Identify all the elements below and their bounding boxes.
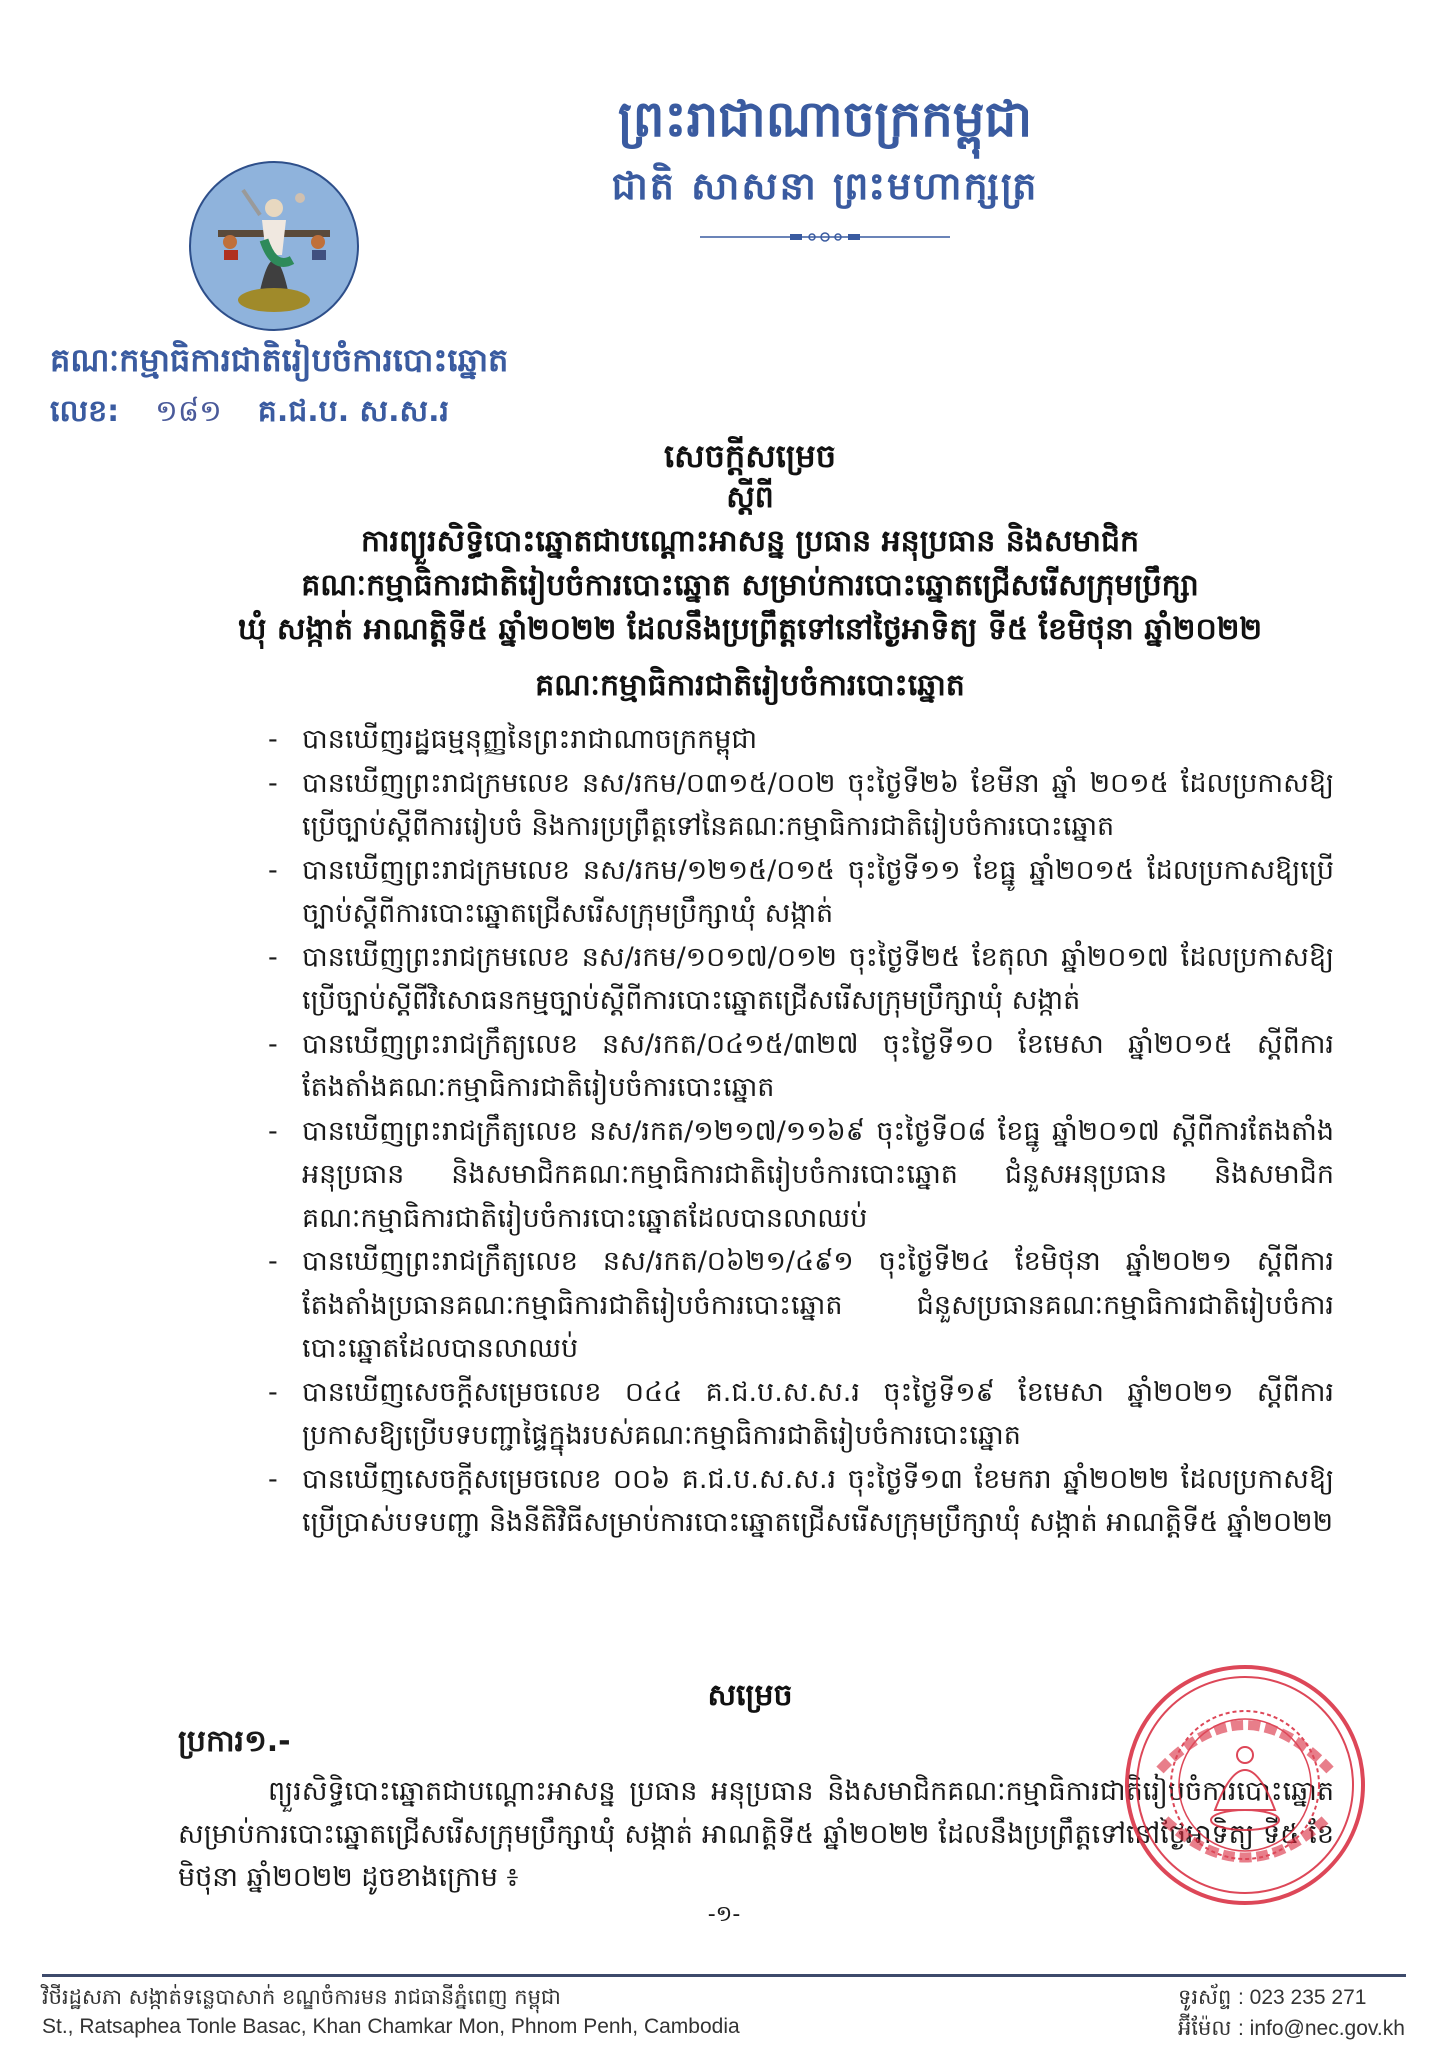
consideration-item: - បានឃើញព្រះរាជក្រឹត្យលេខ នស/រកត/១២១៧/១១៦៩ ចុះថ្ងៃទី០៨ ខែធ្នូ ឆ្នាំ២០១៧ ស្តីពីការតែងតាំងអនុប្រធាន និងសមាជិកគណៈកម្មាធិការជាតិរៀបចំការបោះឆ្នោត ជំនួសអនុប្រធាន និងសមាជិកគណៈកម្មាធិការជាតិរៀបចំការបោះឆ្នោតដែលបានលាឈប់ — [262, 1110, 1334, 1241]
email-line — [1178, 2013, 1405, 2044]
issuer-heading: គណៈកម្មាធិការជាតិរៀបចំការបោះឆ្នោត — [535, 668, 965, 703]
about-label: ស្តីពី — [726, 480, 774, 515]
phone-label: ទូរស័ព្ទ — [1178, 1985, 1232, 2009]
footer-address — [42, 1982, 740, 2042]
national-motto: ជាតិ សាសនា ព្រះមហាក្សត្រ — [611, 164, 1039, 208]
email-label: អ៊ីម៉ែល — [1178, 2016, 1232, 2040]
footer-contact — [1178, 1982, 1405, 2044]
consideration-item: - បានឃើញរដ្ឋធម្មនុញ្ញនៃព្រះរាជាណាចក្រកម្ពុជា — [262, 718, 1334, 762]
consideration-item: - បានឃើញព្រះរាជក្រមលេខ នស/រកម/១០១៧/០១២ ចុះថ្ងៃទី២៥ ខែតុលា ឆ្នាំ២០១៧ ដែលប្រកាសឱ្យប្រើច្បាប់ស្តីពីវិសោធនកម្មច្បាប់ស្តីពីការបោះឆ្នោតជ្រើសរើសក្រុមប្រឹក្សាឃុំ សង្កាត់ — [262, 936, 1334, 1023]
nec-emblem-icon — [188, 160, 360, 332]
consideration-item: - បានឃើញសេចក្តីសម្រេចលេខ ០៤៤ គ.ជ.ប.ស.ស.រ ចុះថ្ងៃទី១៩ ខែមេសា ឆ្នាំ២០២១ ស្តីពីការប្រកាសឱ្យប្រើបទបញ្ជាផ្ទៃក្នុងរបស់គណៈកម្មាធិការជាតិរៀបចំការបោះឆ្នោត — [262, 1371, 1334, 1458]
email-address[interactable]: : info@nec.gov.kh — [1238, 2017, 1405, 2040]
divider-ornament-icon — [700, 232, 950, 242]
phone-line — [1178, 1982, 1405, 2013]
subject-line-3: ឃុំ សង្កាត់ អាណត្តិទី៥ ឆ្នាំ២០២២ ដែលនឹងប្រព្រឹត្តទៅនៅថ្ងៃអាទិត្យ ទី៥ ខែមិថុនា ឆ្នាំ២០២២ — [237, 612, 1263, 647]
page-number: -១- — [707, 1902, 741, 1927]
reference-label: លេខ: — [50, 394, 120, 429]
document-type: សេចក្តីសម្រេច — [663, 437, 837, 475]
phone-number: : 023 235 271 — [1238, 1986, 1367, 2009]
subject-line-2: គណៈកម្មាធិការជាតិរៀបចំការបោះឆ្នោត សម្រាប់ការបោះឆ្នោតជ្រើសរើសក្រុមប្រឹក្សា — [301, 568, 1199, 603]
official-seal-icon — [1120, 1660, 1370, 1910]
reference-number: ១៨១ — [155, 394, 222, 429]
address-khmer: វិថីរដ្ឋសភា សង្កាត់ទន្លេបាសាក់ ខណ្ឌចំការមន រាជធានីភ្នំពេញ កម្ពុជា — [42, 1985, 561, 2009]
reference-code: គ.ជ.ប. ស.ស.រ — [257, 394, 450, 429]
considerations-list — [262, 718, 1334, 1545]
decision-heading: សម្រេច — [707, 1678, 793, 1713]
consideration-item: - បានឃើញព្រះរាជក្រមលេខ នស/រកម/០៣១៥/០០២ ចុះថ្ងៃទី២៦ ខែមីនា ឆ្នាំ ២០១៥ ដែលប្រកាសឱ្យប្រើច្បាប់ស្តីពីការរៀបចំ និងការប្រព្រឹត្តទៅនៃគណៈកម្មាធិការជាតិរៀបចំការបោះឆ្នោត — [262, 762, 1334, 849]
subject-line-1: ការព្យួរសិទ្ធិបោះឆ្នោតជាបណ្តោះអាសន្ន ប្រធាន អនុប្រធាន និងសមាជិក — [360, 524, 1140, 559]
footer-divider — [42, 1974, 1406, 1977]
consideration-item: - បានឃើញព្រះរាជក្រឹត្យលេខ នស/រកត/០៦២១/៤៩១ ចុះថ្ងៃទី២៤ ខែមិថុនា ឆ្នាំ២០២១ ស្តីពីការតែងតាំងប្រធានគណៈកម្មាធិការជាតិរៀបចំការបោះឆ្នោត ជំនួសប្រធានគណៈកម្មាធិការជាតិរៀបចំការបោះឆ្នោតដែលបានលាឈប់ — [262, 1240, 1334, 1371]
article-label: ប្រការ១.- — [178, 1724, 291, 1759]
consideration-item: - បានឃើញសេចក្តីសម្រេចលេខ ០០៦ គ.ជ.ប.ស.ស.រ ចុះថ្ងៃទី១៣ ខែមករា ឆ្នាំ២០២២ ដែលប្រកាសឱ្យប្រើប្រាស់បទបញ្ជា និងនីតិវិធីសម្រាប់ការបោះឆ្នោតជ្រើសរើសក្រុមប្រឹក្សាឃុំ សង្កាត់ អាណត្តិទី៥ ឆ្នាំ២០២២ — [262, 1458, 1334, 1545]
kingdom-title: ព្រះរាជាណាចក្រកម្ពុជា — [617, 90, 1033, 148]
reference-number-line — [50, 392, 449, 436]
consideration-item: - បានឃើញព្រះរាជក្រឹត្យលេខ នស/រកត/០៤១៥/៣២៧ ចុះថ្ងៃទី១០ ខែមេសា ឆ្នាំ២០១៥ ស្តីពីការតែងតាំងគណៈកម្មាធិការជាតិរៀបចំការបោះឆ្នោត — [262, 1023, 1334, 1110]
article-body: ព្យួរសិទ្ធិបោះឆ្នោតជាបណ្តោះអាសន្ន ប្រធាន អនុប្រធាន និងសមាជិកគណៈកម្មាធិការជាតិរៀបចំការបោះឆ្នោត សម្រាប់ការបោះឆ្នោតជ្រើសរើសក្រុមប្រឹក្សាឃុំ សង្កាត់ អាណត្តិទី៥ ឆ្នាំ២០២២ ដែលនឹងប្រព្រឹត្តទៅនៅថ្ងៃអាទិត្យ ទី៥ ខែមិថុនា ឆ្នាំ២០២២ ដូចខាងក្រោម ៖ — [178, 1776, 1334, 1893]
consideration-item: - បានឃើញព្រះរាជក្រមលេខ នស/រកម/១២១៥/០១៥ ចុះថ្ងៃទី១១ ខែធ្នូ ឆ្នាំ២០១៥ ដែលប្រកាសឱ្យប្រើច្បាប់ស្តីពីការបោះឆ្នោតជ្រើសរើសក្រុមប្រឹក្សាឃុំ សង្កាត់ — [262, 849, 1334, 936]
address-english: St., Ratsaphea Tonle Basac, Khan Chamkar Mon, Phnom Penh, Cambodia — [42, 2015, 740, 2038]
organization-name: គណៈកម្មាធិការជាតិរៀបចំការបោះឆ្នោត — [50, 341, 509, 379]
